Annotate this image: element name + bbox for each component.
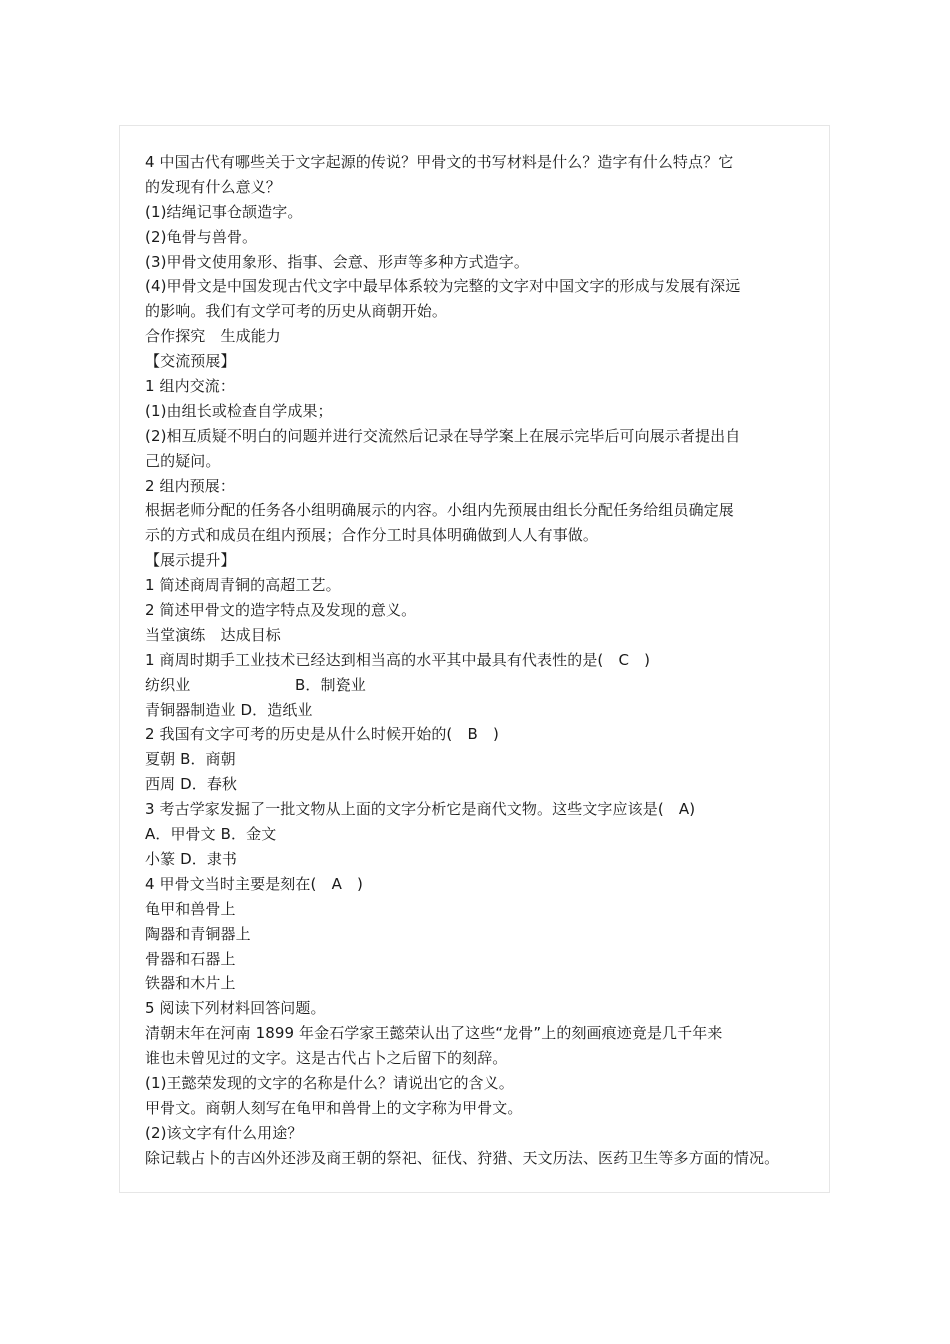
practice-q1-options-ab xyxy=(145,673,810,698)
practice-q1-option-a: 纺织业 xyxy=(145,675,191,694)
exchange-item-2-line-2: 示的方式和成员在组内预展；合作分工时具体明确做到人人有事做。 xyxy=(145,526,599,545)
section-heading-practice: 当堂演练 达成目标 xyxy=(145,625,281,644)
practice-q4-option-3: 骨器和石器上 xyxy=(145,949,236,968)
practice-q4-option-2: 陶器和青铜器上 xyxy=(145,924,251,943)
section-heading-coop: 合作探究 生成能力 xyxy=(145,327,281,346)
answer-2: (2)龟骨与兽骨。 xyxy=(145,227,258,246)
practice-q4-option-1: 龟甲和兽骨上 xyxy=(145,899,236,918)
exchange-item-1a: (1)由组长或检查自学成果； xyxy=(145,401,333,420)
practice-q5-sub-2: (2)该文字有什么用途？ xyxy=(145,1123,303,1142)
exchange-item-1b-line-2: 己的疑问。 xyxy=(145,451,221,470)
answer-1: (1)结绳记事仓颉造字。 xyxy=(145,202,303,221)
exchange-item-1b-line-1: (2)相互质疑不明白的问题并进行交流然后记录在导学案上在展示完毕后可向展示者提出自 xyxy=(145,426,741,445)
answer-4-line-1: (4)甲骨文是中国发现古代文字中最早体系较为完整的文字对中国文字的形成与发展有深远 xyxy=(145,277,741,296)
answer-3: (3)甲骨文使用象形、指事、会意、形声等多种方式造字。 xyxy=(145,252,529,271)
exchange-item-2-line-1: 根据老师分配的任务各小组明确展示的内容。小组内先预展由组长分配任务给组员确定展 xyxy=(145,501,734,520)
practice-q3-options-ab: A．甲骨文 B．金文 xyxy=(145,825,277,844)
practice-q5-sub-1: (1)王懿荣发现的文字的名称是什么？请说出它的含义。 xyxy=(145,1073,514,1092)
practice-q1-options-cd: 青铜器制造业 D．造纸业 xyxy=(145,700,313,719)
practice-q4: 4 甲骨文当时主要是刻在( A ) xyxy=(145,874,363,893)
practice-q2: 2 我国有文字可考的历史是从什么时候开始的( B ) xyxy=(145,725,499,744)
question-4-line-2: 的发现有什么意义？ xyxy=(145,177,281,196)
practice-q4-option-4: 铁器和木片上 xyxy=(145,974,236,993)
practice-q5: 5 阅读下列材料回答问题。 xyxy=(145,999,326,1018)
practice-q3-options-cd: 小篆 D．隶书 xyxy=(145,849,238,868)
exchange-heading: 【交流预展】 xyxy=(145,352,236,371)
answer-4-line-2: 的影响。我们有文学可考的历史从商朝开始。 xyxy=(145,302,448,321)
exchange-item-1: 1 组内交流： xyxy=(145,377,236,396)
practice-q5-material-line-2: 谁也未曾见过的文字。这是古代占卜之后留下的刻辞。 xyxy=(145,1049,508,1068)
practice-q2-options-ab: 夏朝 B．商朝 xyxy=(145,750,236,769)
show-item-1: 1 简述商周青铜的高超工艺。 xyxy=(145,576,341,595)
show-heading: 【展示提升】 xyxy=(145,551,236,570)
practice-q5-answer-2: 除记载占卜的吉凶外还涉及商王朝的祭祀、征伐、狩猎、天文历法、医药卫生等多方面的情况。 xyxy=(145,1148,780,1167)
practice-q5-material-line-1: 清朝末年在河南 1899 年金石学家王懿荣认出了这些“龙骨”上的刻画痕迹竟是几千年来 xyxy=(145,1024,723,1043)
practice-q3: 3 考古学家发掘了一批文物从上面的文字分析它是商代文物。这些文字应该是( A) xyxy=(145,800,696,819)
practice-q5-answer-1: 甲骨文。商朝人刻写在龟甲和兽骨上的文字称为甲骨文。 xyxy=(145,1098,523,1117)
practice-q1: 1 商周时期手工业技术已经达到相当高的水平其中最具有代表性的是( C ) xyxy=(145,650,651,669)
show-item-2: 2 简述甲骨文的造字特点及发现的意义。 xyxy=(145,601,417,620)
question-4-line-1: 4 中国古代有哪些关于文字起源的传说？甲骨文的书写材料是什么？造字有什么特点？它 xyxy=(145,153,734,171)
practice-q2-options-cd: 西周 D．春秋 xyxy=(145,775,238,794)
document-body xyxy=(145,150,810,1171)
practice-q1-option-b: B．制瓷业 xyxy=(295,675,366,694)
exchange-item-2: 2 组内预展： xyxy=(145,476,236,495)
